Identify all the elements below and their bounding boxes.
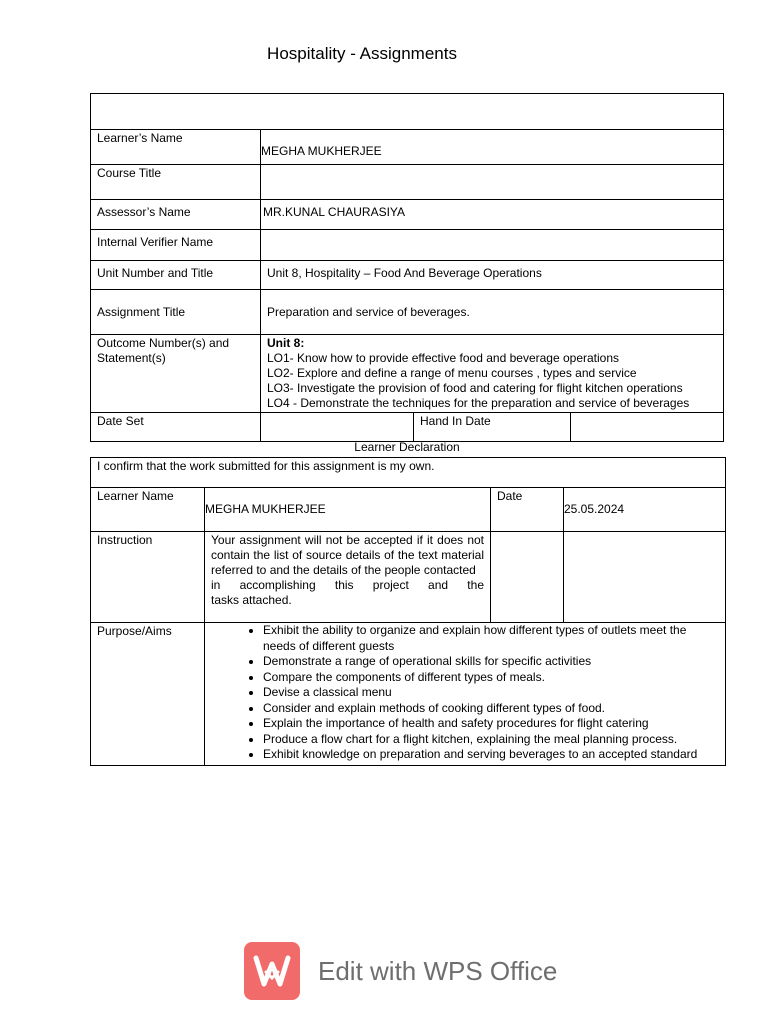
outcome-unit: Unit 8: bbox=[267, 336, 305, 350]
date-label: Date bbox=[491, 488, 564, 532]
assignment-title-label: Assignment Title bbox=[91, 290, 261, 335]
internal-verifier-label: Internal Verifier Name bbox=[91, 230, 261, 261]
assignment-details-table bbox=[90, 93, 724, 442]
aim-item: • Explain the importance of health and safety procedures for flight catering bbox=[263, 716, 721, 732]
instruction-text-1: Your assignment will not be accepted if it does not contain the list of source details of the text material referred to and the details of the people contacted bbox=[211, 533, 484, 577]
edit-with-wps-banner[interactable] bbox=[244, 942, 564, 1002]
assessor-name-value: MR.KUNAL CHAURASIYA bbox=[261, 200, 724, 230]
confirm-statement: I confirm that the work submitted for this assignment is my own. bbox=[91, 458, 726, 488]
instruction-text-2: in accomplishing this project and the bbox=[211, 578, 484, 592]
learner-declaration-heading: Learner Declaration bbox=[354, 440, 460, 454]
unit-value: Unit 8, Hospitality – Food And Beverage Operations bbox=[261, 261, 724, 290]
page-title: Hospitality - Assignments bbox=[267, 44, 457, 63]
aim-item: • Exhibit knowledge on preparation and serving beverages to an accepted standard bbox=[263, 747, 721, 763]
hand-in-date-label: Hand In Date bbox=[414, 413, 571, 442]
outcome-statements bbox=[261, 335, 724, 413]
outcome-lo3: LO3- Investigate the provision of food and catering for flight kitchen operations bbox=[267, 381, 683, 395]
outcome-lo4: LO4 - Demonstrate the techniques for the preparation and service of beverages bbox=[267, 396, 690, 410]
edit-with-wps-text[interactable]: Edit with WPS Office bbox=[318, 956, 558, 986]
instruction-text-3: tasks attached. bbox=[211, 593, 292, 607]
instruction-text bbox=[205, 532, 491, 623]
learner-name-label: Learner’s Name bbox=[91, 130, 261, 165]
aim-item: • Demonstrate a range of operational skills for specific activities bbox=[263, 654, 721, 670]
assessor-name-label: Assessor’s Name bbox=[91, 200, 261, 230]
aim-item: • Devise a classical menu bbox=[263, 685, 721, 701]
outcome-label: Outcome Number(s) and Statement(s) bbox=[91, 335, 261, 413]
aim-item: • Exhibit the ability to organize and explain how different types of outlets meet the needs of different guests bbox=[263, 623, 721, 654]
purpose-aims bbox=[205, 623, 726, 766]
instruction-blank-2 bbox=[564, 532, 726, 623]
date-set-value bbox=[261, 413, 414, 442]
learner-declaration-table bbox=[90, 457, 726, 766]
header-blank-cell bbox=[91, 94, 724, 130]
aim-item: • Produce a flow chart for a flight kitchen, explaining the meal planning process. bbox=[263, 732, 721, 748]
aim-item: • Consider and explain methods of cooking different types of food. bbox=[263, 701, 721, 717]
hand-in-date-value bbox=[571, 413, 724, 442]
aim-item: • Compare the components of different types of meals. bbox=[263, 670, 721, 686]
internal-verifier-value bbox=[261, 230, 724, 261]
assignment-title-value: Preparation and service of beverages. bbox=[261, 290, 724, 335]
aims-list bbox=[205, 623, 721, 763]
instruction-blank-1 bbox=[491, 532, 564, 623]
course-title-label: Course Title bbox=[91, 165, 261, 200]
outcome-lo1: LO1- Know how to provide effective food and beverage operations bbox=[267, 351, 620, 365]
instruction-label: Instruction bbox=[91, 532, 205, 623]
learner-name-label-2: Learner Name bbox=[91, 488, 205, 532]
date-value: 25.05.2024 bbox=[564, 488, 726, 532]
learner-name-value-2: MEGHA MUKHERJEE bbox=[205, 488, 491, 532]
unit-label: Unit Number and Title bbox=[91, 261, 261, 290]
outcome-lo2: LO2- Explore and define a range of menu courses , types and service bbox=[267, 366, 637, 380]
course-title-value bbox=[261, 165, 724, 200]
purpose-label: Purpose/Aims bbox=[91, 623, 205, 766]
date-set-label: Date Set bbox=[91, 413, 261, 442]
learner-name-value: MEGHA MUKHERJEE bbox=[261, 130, 724, 165]
wps-logo-icon[interactable] bbox=[244, 942, 300, 1000]
